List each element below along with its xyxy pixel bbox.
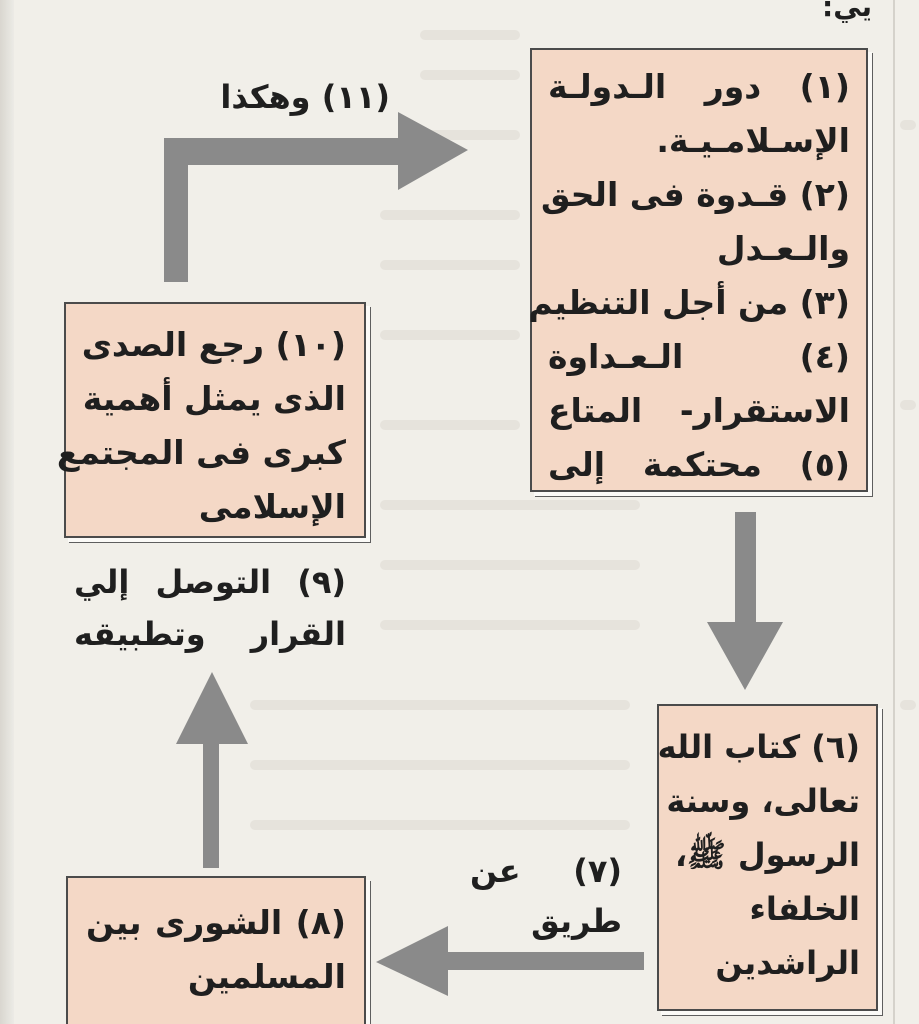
- step-line: والـعـدل: [716, 229, 850, 268]
- step-line: (١٠) رجع الصدى: [81, 325, 346, 364]
- step-line: الخلفاء: [749, 890, 860, 928]
- step-line: (٢) قـدوة فى الحق: [541, 175, 850, 214]
- step-line: (٤) الـعـداوة: [548, 337, 850, 376]
- step-line: المسلمين: [187, 957, 346, 996]
- step-label-11: (١١) وهكذا: [220, 78, 390, 116]
- step-line: الإسـلامـيـة.: [656, 121, 850, 160]
- step-label-7: [470, 846, 622, 946]
- step-box-10: [56, 302, 366, 538]
- step-line: القرار وتطبيقه: [74, 615, 346, 653]
- step-line: الراشدين: [715, 944, 860, 982]
- step-line: الذى يمثل أهمية: [82, 379, 346, 418]
- step-line: (١) دور الـدولـة: [548, 67, 850, 106]
- arrow-up: [176, 672, 248, 868]
- step-line: الاستقرار- المتاع: [548, 391, 850, 430]
- step-line: الإسلامى: [198, 487, 346, 526]
- step-line: الرسول ﷺ،: [675, 836, 860, 874]
- step-box-1-5: [530, 48, 868, 492]
- step-label-9: [74, 556, 346, 660]
- step-line: (٩) التوصل إلي: [74, 563, 346, 601]
- step-line: تعالى، وسنة: [666, 782, 860, 820]
- step-box-6: [657, 704, 878, 1011]
- step-line: طريق: [531, 902, 622, 940]
- step-box-8: [66, 876, 366, 1024]
- step-line: (٥) محتكمة إلى: [548, 445, 850, 484]
- step-line: (٧) عن: [470, 852, 622, 890]
- step-line: كبرى فى المجتمع: [56, 433, 346, 472]
- arrow-loop-back: [164, 112, 468, 282]
- arrow-down: [707, 512, 783, 690]
- step-line: (٦) كتاب الله: [657, 728, 860, 766]
- step-line: (٣) من أجل التنظيم: [528, 283, 850, 322]
- step-line: (٨) الشورى بين: [86, 903, 346, 942]
- header-fragment: يي:: [822, 0, 873, 23]
